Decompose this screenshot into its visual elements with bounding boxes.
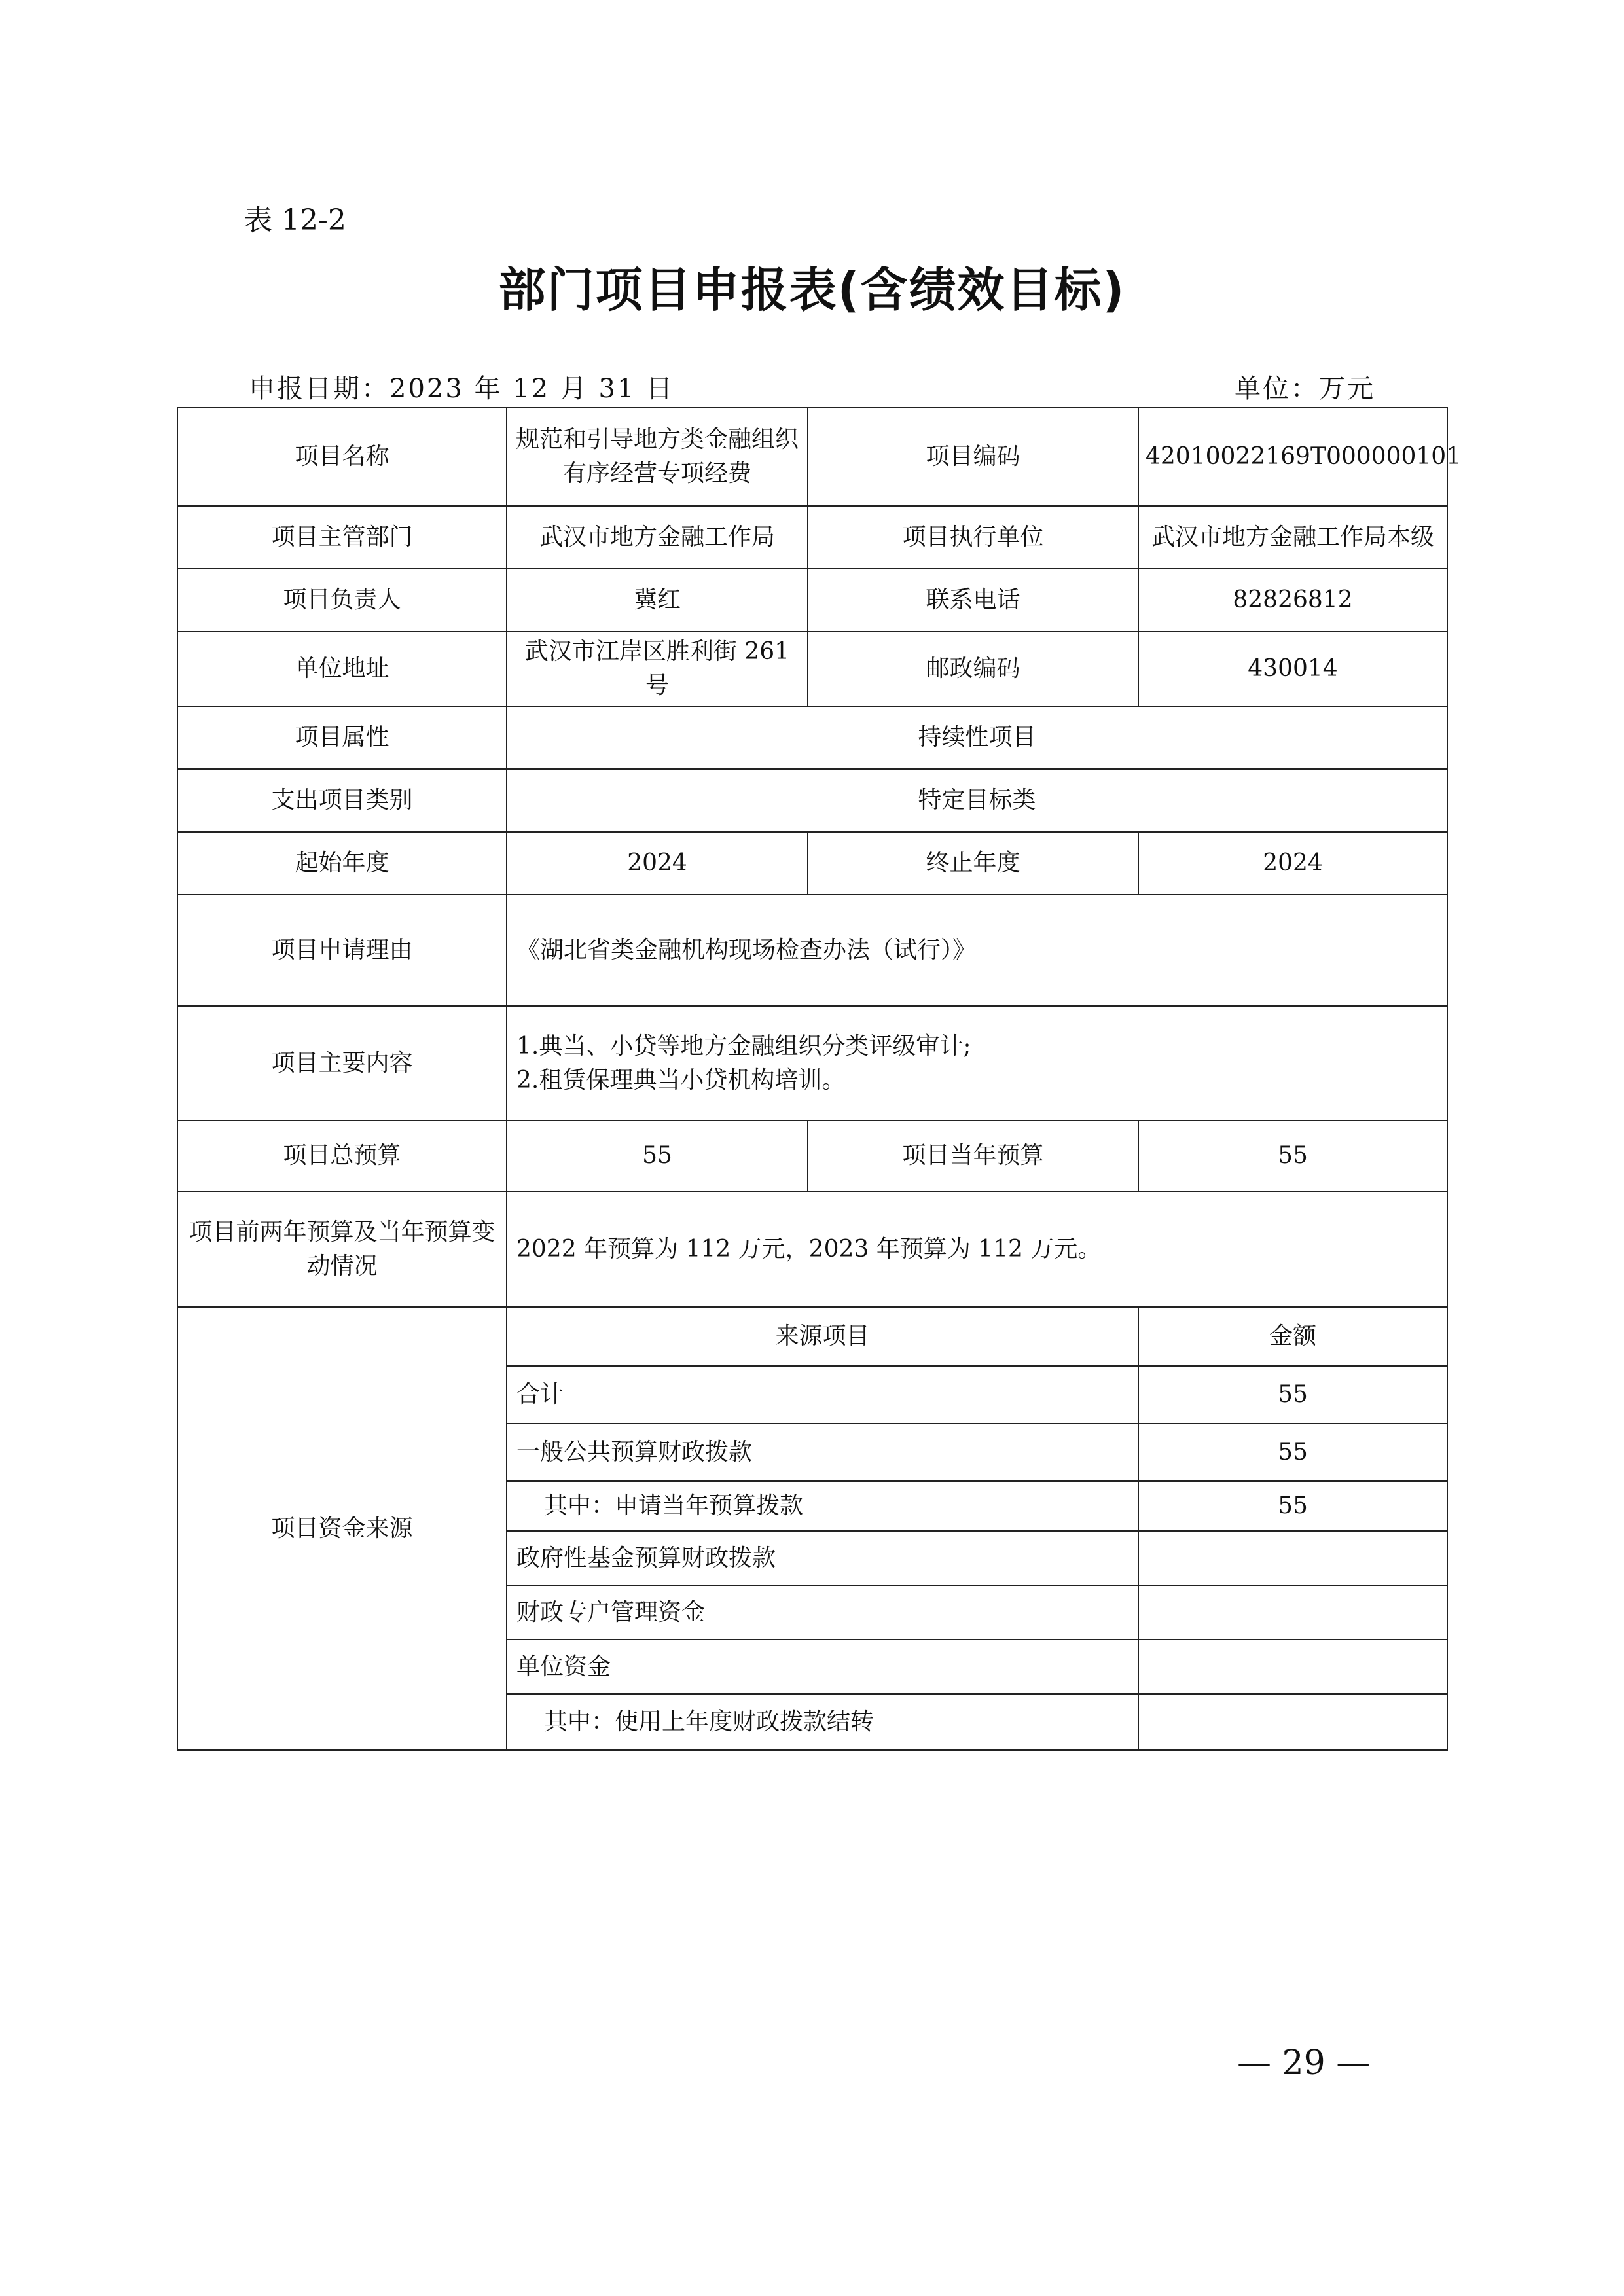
budget-change-label: 项目前两年预算及当年预算变动情况 <box>177 1191 507 1307</box>
funding-source-name: 单位资金 <box>507 1640 1138 1694</box>
budget-change-value: 2022 年预算为 112 万元，2023 年预算为 112 万元。 <box>507 1191 1447 1307</box>
category-value: 特定目标类 <box>507 769 1447 832</box>
funding-source-name: 财政专户管理资金 <box>507 1585 1138 1640</box>
exec-unit-value: 武汉市地方金融工作局本级 <box>1138 506 1447 569</box>
funding-amount <box>1138 1640 1447 1694</box>
end-year-label: 终止年度 <box>808 832 1138 895</box>
table-row <box>177 506 1447 569</box>
postcode-value: 430014 <box>1138 632 1447 706</box>
table-row <box>177 895 1447 1006</box>
funding-amount <box>1138 1585 1447 1640</box>
table-row <box>177 832 1447 895</box>
content-line: 1.典当、小贷等地方金融组织分类评级审计; <box>516 1032 971 1060</box>
total-budget-label: 项目总预算 <box>177 1121 507 1191</box>
table-row <box>177 1307 1447 1366</box>
start-year-label: 起始年度 <box>177 832 507 895</box>
table-row <box>177 1191 1447 1307</box>
reason-label: 项目申请理由 <box>177 895 507 1006</box>
table-row <box>177 632 1447 706</box>
table-row <box>177 769 1447 832</box>
category-label: 支出项目类别 <box>177 769 507 832</box>
dept-label: 项目主管部门 <box>177 506 507 569</box>
amount-header: 金额 <box>1138 1307 1447 1366</box>
end-year-value: 2024 <box>1138 832 1447 895</box>
table-row <box>177 1006 1447 1121</box>
exec-unit-label: 项目执行单位 <box>808 506 1138 569</box>
page-number: — 29 — <box>1237 2043 1371 2083</box>
table-row <box>177 569 1447 632</box>
funding-source-name: 合计 <box>507 1366 1138 1424</box>
year-budget-label: 项目当年预算 <box>808 1121 1138 1191</box>
funding-amount: 55 <box>1138 1366 1447 1424</box>
funding-source-name: 其中：使用上年度财政拨款结转 <box>507 1694 1138 1750</box>
project-code-value: 42010022169T000000101 <box>1138 408 1447 506</box>
funding-amount <box>1138 1531 1447 1585</box>
content-value <box>507 1006 1447 1121</box>
attr-label: 项目属性 <box>177 706 507 769</box>
postcode-label: 邮政编码 <box>808 632 1138 706</box>
funding-amount: 55 <box>1138 1481 1447 1531</box>
table-row <box>177 408 1447 506</box>
phone-value: 82826812 <box>1138 569 1447 632</box>
funding-source-name: 其中：申请当年预算拨款 <box>507 1481 1138 1531</box>
reason-value: 《湖北省类金融机构现场检查办法（试行）》 <box>507 895 1447 1006</box>
total-budget-value: 55 <box>507 1121 808 1191</box>
report-date: 申报日期：2023 年 12 月 31 日 <box>249 374 675 404</box>
leader-value: 冀红 <box>507 569 808 632</box>
project-name-value: 规范和引导地方类金融组织有序经营专项经费 <box>507 408 808 506</box>
year-budget-value: 55 <box>1138 1121 1447 1191</box>
dept-value: 武汉市地方金融工作局 <box>507 506 808 569</box>
project-table <box>177 407 1462 1751</box>
funding-source-name: 一般公共预算财政拨款 <box>507 1424 1138 1481</box>
project-name-label: 项目名称 <box>177 408 507 506</box>
leader-label: 项目负责人 <box>177 569 507 632</box>
funding-amount: 55 <box>1138 1424 1447 1481</box>
project-code-label: 项目编码 <box>808 408 1138 506</box>
address-value: 武汉市江岸区胜利街 261 号 <box>507 632 808 706</box>
content-line: 2.租赁保理典当小贷机构培训。 <box>516 1066 846 1094</box>
address-label: 单位地址 <box>177 632 507 706</box>
table-row <box>177 706 1447 769</box>
source-header: 来源项目 <box>507 1307 1138 1366</box>
attr-value: 持续性项目 <box>507 706 1447 769</box>
funding-source-name: 政府性基金预算财政拨款 <box>507 1531 1138 1585</box>
phone-label: 联系电话 <box>808 569 1138 632</box>
funding-amount <box>1138 1694 1447 1750</box>
table-label: 表 12-2 <box>244 204 346 237</box>
content-label: 项目主要内容 <box>177 1006 507 1121</box>
unit-label: 单位：万元 <box>1235 374 1375 404</box>
start-year-value: 2024 <box>507 832 808 895</box>
funding-source-label: 项目资金来源 <box>177 1307 507 1750</box>
table-row <box>177 1121 1447 1191</box>
page-title: 部门项目申报表(含绩效目标) <box>498 262 1126 317</box>
